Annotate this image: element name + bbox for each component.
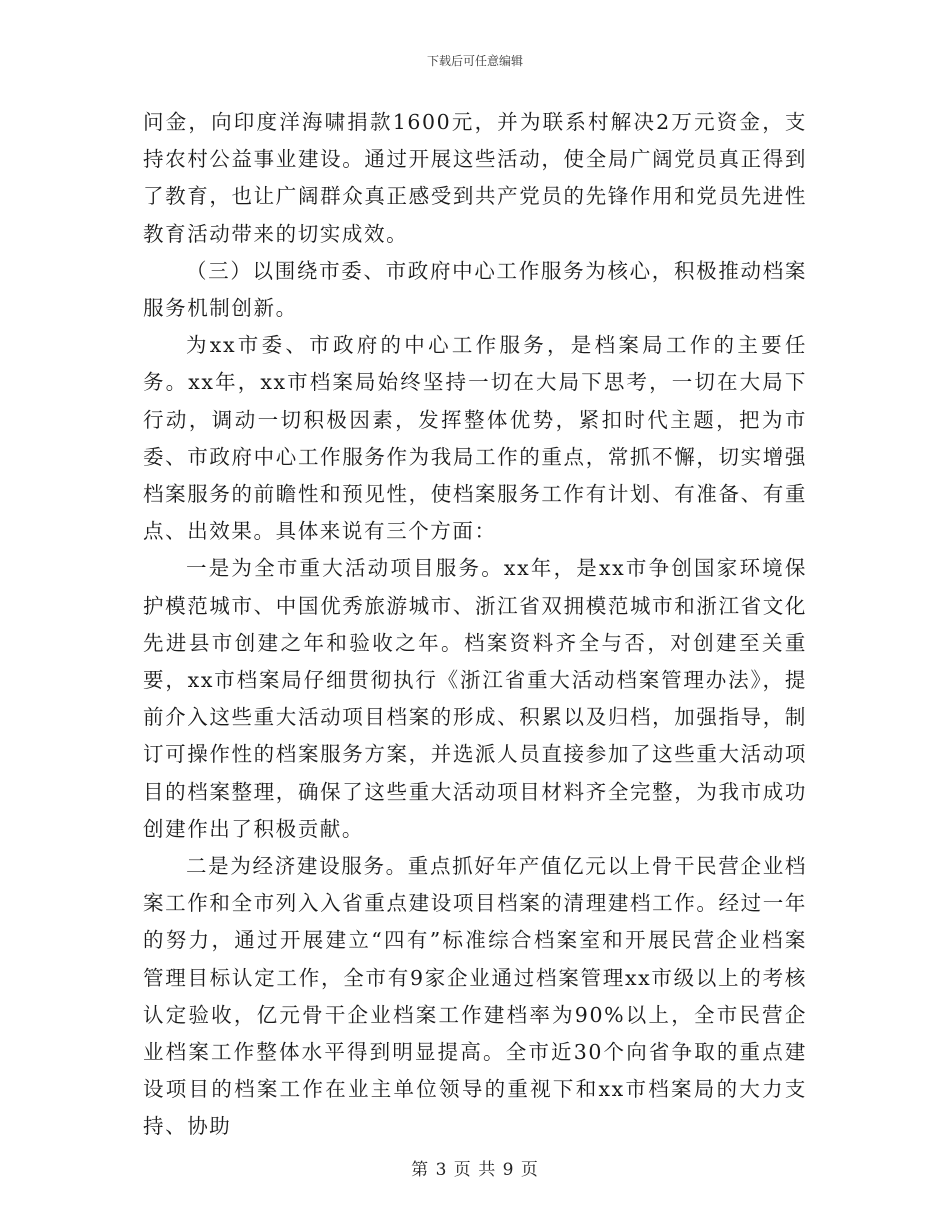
page-header: 下载后可任意编辑	[426, 54, 523, 68]
document-body	[143, 104, 807, 1146]
paragraph-economic-construction: 二是为经济建设服务。重点抓好年产值亿元以上骨干民营企业档案工作和全市列入入省重点建设项目档案的清理建档工作。经过一年的努力，通过开展建立“四有”标准综合档案室和开展民营企业档案管理目标认定工作，全市有9家企业通过档案管理xx市级以上的考核认定验收，亿元骨干企业档案工作建档率为90%以上，全市民营企业档案工作整体水平得到明显提高。全市近30个向省争取的重点建设项目的档案工作在业主单位领导的重视下和xx市档案局的大力支持、协助	[143, 854, 807, 1139]
paragraph-central-work: 为xx市委、市政府的中心工作服务，是档案局工作的主要任务。xx年，xx市档案局始终坚持一切在大局下思考，一切在大局下行动，调动一切积极因素，发挥整体优势，紧扣时代主题，把为市委、市政府中心工作服务作为我局工作的重点，常抓不懈，切实增强档案服务的前瞻性和预见性，使档案服务工作有计划、有准备、有重点、出效果。具体来说有三个方面：	[143, 333, 807, 544]
section-heading-three: （三）以围绕市委、市政府中心工作服务为核心，积极推动档案服务机制创新。	[143, 258, 807, 321]
paragraph-continued: 问金，向印度洋海啸捐款1600元，并为联系村解决2万元资金，支持农村公益事业建设。通过开展这些活动，使全局广阔党员真正得到了教育，也让广阔群众真正感受到共产党员的先锋作用和党员先进性教育活动带来的切实成效。	[143, 110, 807, 246]
page-number: 第 3 页 共 9 页	[411, 1160, 539, 1180]
paragraph-major-activities: 一是为全市重大活动项目服务。xx年，是xx市争创国家环境保护模范城市、中国优秀旅游城市、浙江省双拥模范城市和浙江省文化先进县市创建之年和验收之年。档案资料齐全与否，对创建至关重要，xx市档案局仔细贯彻执行《浙江省重大活动档案管理办法》，提前介入这些重大活动项目档案的形成、积累以及归档，加强指导，制订可操作性的档案服务方案，并选派人员直接参加了这些重大活动项目的档案整理，确保了这些重大活动项目材料齐全完整，为我市成功创建作出了积极贡献。	[143, 556, 807, 841]
